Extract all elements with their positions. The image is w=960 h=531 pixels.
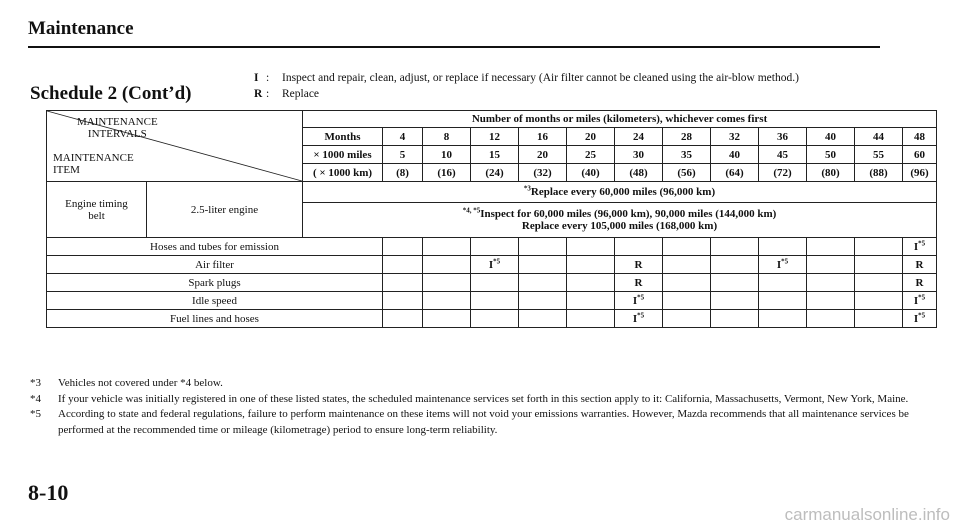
schedule-cell xyxy=(855,256,903,274)
maintenance-item-label: Hoses and tubes for emission xyxy=(47,238,383,256)
schedule-cell xyxy=(567,274,615,292)
corner-text: MAINTENANCE xyxy=(53,152,134,164)
note-line: Replace every 105,000 miles (168,000 km) xyxy=(521,220,718,232)
timing-belt-note-b xyxy=(303,203,937,238)
footnote-ref: *4, *5 xyxy=(462,206,481,215)
action-code: I xyxy=(632,312,638,325)
schedule-cell xyxy=(615,310,663,328)
schedule-cell xyxy=(567,238,615,256)
schedule-cell xyxy=(663,238,711,256)
schedule-cell xyxy=(519,274,567,292)
corner-text: ITEM xyxy=(53,164,80,176)
schedule-cell xyxy=(615,292,663,310)
schedule-cell xyxy=(567,310,615,328)
footnote-ref: *3 xyxy=(523,184,531,193)
page-section-title: Maintenance xyxy=(28,18,134,39)
action-code: I xyxy=(913,294,919,307)
schedule-cell xyxy=(423,292,471,310)
schedule-cell xyxy=(471,238,519,256)
schedule-cell xyxy=(471,256,519,274)
maintenance-item-label: Fuel lines and hoses xyxy=(47,310,383,328)
note-text: Inspect for 60,000 miles (96,000 km), 90,000 miles (144,000 km) xyxy=(480,208,777,220)
maintenance-item-label: Air filter xyxy=(47,256,383,274)
miles-cell: 10 xyxy=(423,146,471,164)
note-text: Replace every 60,000 miles (96,000 km) xyxy=(530,186,716,198)
schedule-cell xyxy=(519,256,567,274)
miles-cell: 40 xyxy=(711,146,759,164)
footnote-ref: *5 xyxy=(637,292,645,301)
km-cell: (88) xyxy=(855,164,903,182)
schedule-cell xyxy=(615,238,663,256)
month-cell: 12 xyxy=(471,128,519,146)
km-cell: (40) xyxy=(567,164,615,182)
header-rule xyxy=(28,46,880,48)
corner-text: INTERVALS xyxy=(87,128,147,140)
month-cell: 32 xyxy=(711,128,759,146)
corner-label-intervals xyxy=(77,116,158,140)
footnote-ref: *5 xyxy=(918,292,926,301)
km-cell: (32) xyxy=(519,164,567,182)
schedule-cell xyxy=(423,238,471,256)
table-row xyxy=(47,292,937,310)
schedule-cell xyxy=(855,274,903,292)
maintenance-item-label: Spark plugs xyxy=(47,274,383,292)
schedule-cell xyxy=(567,292,615,310)
timing-belt-item xyxy=(47,182,147,238)
corner-text: MAINTENANCE xyxy=(77,116,158,128)
schedule-cell xyxy=(423,256,471,274)
schedule-cell xyxy=(663,292,711,310)
schedule-cell xyxy=(807,238,855,256)
action-code: I xyxy=(488,258,494,271)
month-cell: 28 xyxy=(663,128,711,146)
month-cell: 8 xyxy=(423,128,471,146)
schedule-cell xyxy=(759,274,807,292)
miles-cell: 25 xyxy=(567,146,615,164)
schedule-cell xyxy=(759,292,807,310)
footnote-text: Vehicles not covered under *4 below. xyxy=(58,377,223,389)
schedule-cell xyxy=(807,256,855,274)
schedule-cell xyxy=(663,256,711,274)
footnote-mark: *3 xyxy=(30,377,41,389)
schedule-cell xyxy=(807,274,855,292)
schedule-cell xyxy=(759,238,807,256)
header-row-heading xyxy=(47,111,937,128)
item-rows xyxy=(47,238,937,328)
km-cell: (48) xyxy=(615,164,663,182)
month-cell: 4 xyxy=(383,128,423,146)
timing-belt-label: belt xyxy=(88,209,105,222)
legend-inspect xyxy=(254,70,799,86)
legend-text: Inspect and repair, clean, adjust, or replace if necessary (Air filter cannot be cleaned using the air-blow method.) xyxy=(282,72,799,84)
schedule-cell xyxy=(807,292,855,310)
schedule-cell xyxy=(903,238,937,256)
timing-belt-row xyxy=(47,182,937,203)
schedule-cell xyxy=(383,238,423,256)
legend-replace xyxy=(254,86,799,102)
timing-belt-engine: 2.5-liter engine xyxy=(147,182,303,238)
month-cell: 40 xyxy=(807,128,855,146)
schedule-cell: R xyxy=(615,256,663,274)
watermark: carmanualsonline.info xyxy=(784,505,950,524)
km-cell: (8) xyxy=(383,164,423,182)
month-cell: 16 xyxy=(519,128,567,146)
legend-colon: : xyxy=(266,88,270,100)
miles-cell: 55 xyxy=(855,146,903,164)
table-corner-cell xyxy=(47,111,303,182)
miles-cell: 20 xyxy=(519,146,567,164)
schedule-cell xyxy=(855,310,903,328)
legend-colon: : xyxy=(266,72,270,84)
legend-key: I xyxy=(254,72,259,84)
maintenance-item-label: Idle speed xyxy=(47,292,383,310)
schedule-cell xyxy=(663,310,711,328)
schedule-cell: R xyxy=(903,274,937,292)
schedule-cell xyxy=(383,274,423,292)
schedule-cell xyxy=(759,256,807,274)
km-cell: (16) xyxy=(423,164,471,182)
footnotes xyxy=(30,376,910,438)
intervals-heading: Number of months or miles (kilometers), whichever comes first xyxy=(303,111,937,128)
corner-label-item xyxy=(53,152,134,176)
footnote-ref: *5 xyxy=(493,256,501,265)
schedule-cell xyxy=(519,238,567,256)
km-cell: (64) xyxy=(711,164,759,182)
km-cell: (96) xyxy=(903,164,937,182)
miles-cell: 5 xyxy=(383,146,423,164)
miles-cell: 35 xyxy=(663,146,711,164)
row-label-km: ( × 1000 km) xyxy=(303,164,383,182)
schedule-cell xyxy=(711,238,759,256)
action-code: I xyxy=(632,294,638,307)
page-number: 8-10 xyxy=(28,480,69,505)
miles-cell: 50 xyxy=(807,146,855,164)
footnote-ref: *5 xyxy=(637,310,645,319)
miles-cell: 15 xyxy=(471,146,519,164)
footnote-ref: *5 xyxy=(781,256,789,265)
footnote-mark: *4 xyxy=(30,392,41,405)
km-cell: (80) xyxy=(807,164,855,182)
schedule-cell xyxy=(471,310,519,328)
row-label-months: Months xyxy=(303,128,383,146)
schedule-cell xyxy=(383,292,423,310)
km-cell: (56) xyxy=(663,164,711,182)
footnote-mark: *5 xyxy=(30,408,41,420)
action-code: I xyxy=(913,240,919,253)
km-cell: (72) xyxy=(759,164,807,182)
timing-belt-label: Engine timing xyxy=(65,197,128,210)
footnote xyxy=(30,407,910,438)
schedule-cell xyxy=(855,292,903,310)
schedule-cell xyxy=(423,274,471,292)
timing-belt-note-a xyxy=(303,182,937,203)
schedule-cell xyxy=(711,256,759,274)
schedule-cell xyxy=(383,310,423,328)
schedule-cell xyxy=(855,238,903,256)
schedule-cell xyxy=(383,256,423,274)
legend-key: R xyxy=(254,88,263,100)
month-cell: 48 xyxy=(903,128,937,146)
schedule-cell xyxy=(903,310,937,328)
schedule-cell: R xyxy=(615,274,663,292)
legend-text: Replace xyxy=(282,88,320,100)
schedule-cell xyxy=(807,310,855,328)
action-code: I xyxy=(913,312,919,325)
footnote-ref: *5 xyxy=(918,310,926,319)
schedule-cell xyxy=(711,310,759,328)
miles-cell: 45 xyxy=(759,146,807,164)
schedule-cell xyxy=(471,274,519,292)
footnote xyxy=(30,376,910,392)
schedule-title: Schedule 2 (Cont’d) xyxy=(30,83,192,104)
footnote-ref: *5 xyxy=(918,238,926,247)
table-row xyxy=(47,274,937,292)
month-cell: 36 xyxy=(759,128,807,146)
schedule-cell xyxy=(519,292,567,310)
table-row xyxy=(47,310,937,328)
miles-cell: 60 xyxy=(903,146,937,164)
table-row xyxy=(47,238,937,256)
miles-cell: 30 xyxy=(615,146,663,164)
schedule-cell xyxy=(567,256,615,274)
schedule-cell xyxy=(423,310,471,328)
table-row xyxy=(47,256,937,274)
schedule-cell xyxy=(711,292,759,310)
schedule-cell xyxy=(759,310,807,328)
schedule-cell xyxy=(711,274,759,292)
footnote xyxy=(30,392,910,408)
schedule-cell: R xyxy=(903,256,937,274)
schedule-cell xyxy=(519,310,567,328)
footnote-text: According to state and federal regulations, failure to perform maintenance on these items will not void your emissions warranties. However, Mazda recommends that all maintenance services be performed at the recommended time or mileage (kilometrage) period to ensure long-term reliability. xyxy=(58,408,909,436)
row-label-miles: × 1000 miles xyxy=(303,146,383,164)
note-line xyxy=(303,208,936,220)
legend xyxy=(254,70,799,102)
footnote-text: If your vehicle was initially registered in one of these listed states, the scheduled maintenance services set forth in this section apply to it: California, Massachusetts, Vermont, New York, Maine. xyxy=(58,392,909,405)
maintenance-schedule-table xyxy=(46,110,937,328)
schedule-cell xyxy=(903,292,937,310)
month-cell: 44 xyxy=(855,128,903,146)
action-code: I xyxy=(776,258,782,271)
month-cell: 20 xyxy=(567,128,615,146)
schedule-cell xyxy=(663,274,711,292)
km-cell: (24) xyxy=(471,164,519,182)
month-cell: 24 xyxy=(615,128,663,146)
schedule-cell xyxy=(471,292,519,310)
